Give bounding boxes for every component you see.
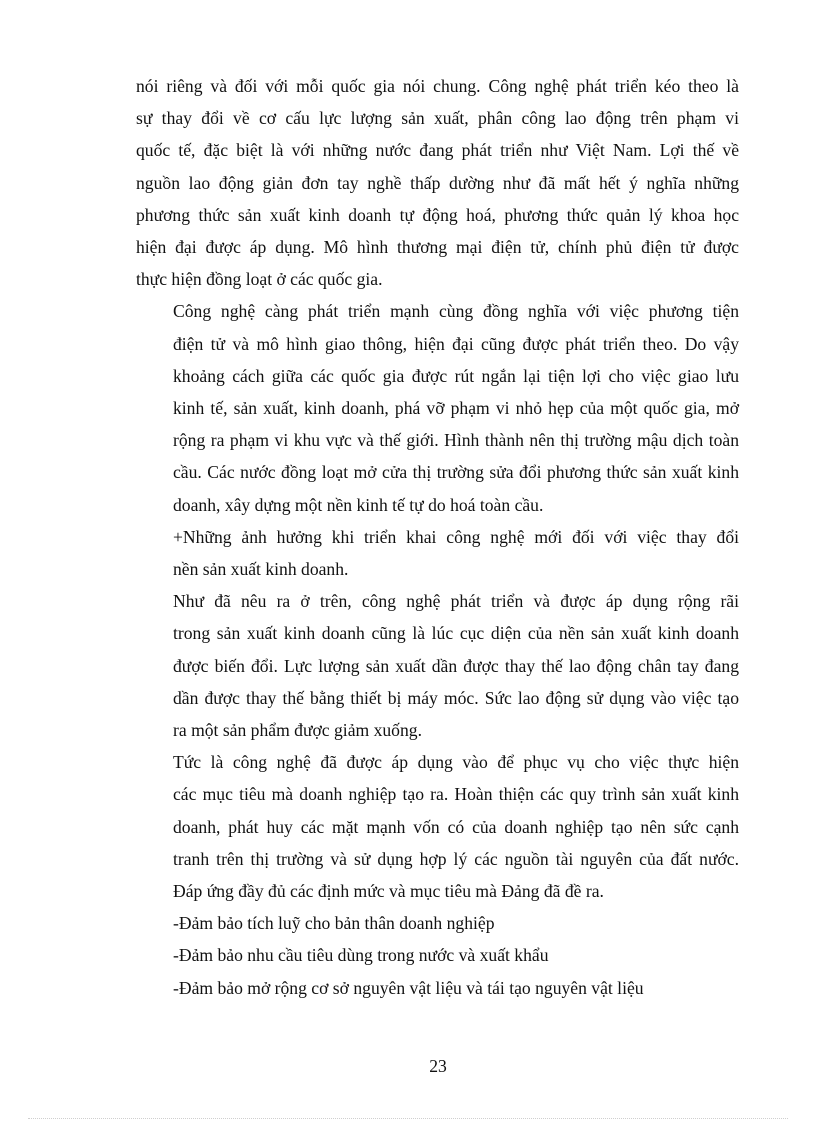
text-line: doanh, xây dựng một nền kinh tế tự do hoá toàn cầu.	[173, 494, 544, 515]
text-line: -Đảm bảo mở rộng cơ sở nguyên vật liệu và tái tạo nguyên vật liệu	[173, 977, 644, 998]
page-bottom-divider	[28, 1118, 788, 1119]
paragraph	[136, 939, 739, 971]
text-line: -Đảm bảo nhu cầu tiêu dùng trong nước và xuất khẩu	[173, 945, 549, 966]
text-line: Công nghệ càng phát triển mạnh cùng đồng nghĩa với việc phương tiện	[173, 301, 739, 322]
text-line: +Những ảnh hưởng khi triển khai công nghệ mới đối với việc thay đổi	[173, 526, 739, 547]
paragraph	[136, 907, 739, 939]
paragraph	[136, 70, 739, 295]
text-line: cầu. Các nước đồng loạt mở cửa thị trường sửa đổi phương thức sản xuất kinh	[173, 462, 739, 483]
page-number: 23	[429, 1056, 447, 1076]
text-line: nói riêng và đối với mỗi quốc gia nói chung. Công nghệ phát triển kéo theo là	[136, 76, 739, 96]
text-line: -Đảm bảo tích luỹ cho bản thân doanh nghiệp	[173, 913, 495, 934]
paragraph	[136, 972, 739, 1004]
document-body	[136, 70, 739, 1004]
text-line: Tức là công nghệ đã được áp dụng vào để phục vụ cho việc thực hiện	[173, 752, 739, 773]
text-line: hiện đại được áp dụng. Mô hình thương mại điện tử, chính phủ điện tử được	[136, 237, 739, 258]
paragraph	[136, 585, 739, 746]
text-line: sự thay đổi về cơ cấu lực lượng sản xuất, phân công lao động trên phạm vi	[136, 108, 739, 129]
paragraph	[136, 746, 739, 907]
text-line: quốc tế, đặc biệt là với những nước đang phát triển như Việt Nam. Lợi thế về	[136, 140, 739, 161]
text-line: Như đã nêu ra ở trên, công nghệ phát triển và được áp dụng rộng rãi	[173, 591, 739, 612]
text-line: thực hiện đồng loạt ở các quốc gia.	[136, 269, 383, 290]
text-line: điện tử và mô hình giao thông, hiện đại cũng được phát triển theo. Do vậy	[173, 333, 739, 354]
text-line: ra một sản phẩm được giảm xuống.	[173, 720, 422, 741]
text-line: tranh trên thị trường và sử dụng hợp lý các nguồn tài nguyên của đất nước.	[173, 848, 739, 869]
text-line: nền sản xuất kinh doanh.	[173, 559, 349, 580]
paragraph	[136, 295, 739, 520]
text-line: trong sản xuất kinh doanh cũng là lúc cục diện của nền sản xuất kinh doanh	[173, 623, 739, 644]
text-line: nguồn lao động giản đơn tay nghề thấp dường như đã mất hết ý nghĩa những	[136, 172, 739, 193]
text-line: các mục tiêu mà doanh nghiệp tạo ra. Hoàn thiện các quy trình sản xuất kinh	[173, 784, 739, 805]
text-line: kinh tế, sản xuất, kinh doanh, phá vỡ phạm vi nhỏ hẹp của một quốc gia, mở	[173, 398, 739, 419]
text-line: doanh, phát huy các mặt mạnh vốn có của doanh nghiệp tạo nên sức cạnh	[173, 816, 739, 837]
text-line: được biến đổi. Lực lượng sản xuất dần được thay thế lao động chân tay đang	[173, 655, 739, 676]
text-line: Đáp ứng đầy đủ các định mức và mục tiêu mà Đảng đã đề ra.	[173, 881, 604, 902]
text-line: khoảng cách giữa các quốc gia được rút ngắn lại tiện lợi cho việc giao lưu	[173, 365, 739, 386]
text-line: rộng ra phạm vi khu vực và thế giới. Hình thành nên thị trường mậu dịch toàn	[173, 430, 739, 451]
paragraph	[136, 521, 739, 585]
text-line: dần được thay thế bằng thiết bị máy móc. Sức lao động sử dụng vào việc tạo	[173, 687, 739, 708]
text-line: phương thức sản xuất kinh doanh tự động hoá, phương thức quản lý khoa học	[136, 204, 739, 225]
